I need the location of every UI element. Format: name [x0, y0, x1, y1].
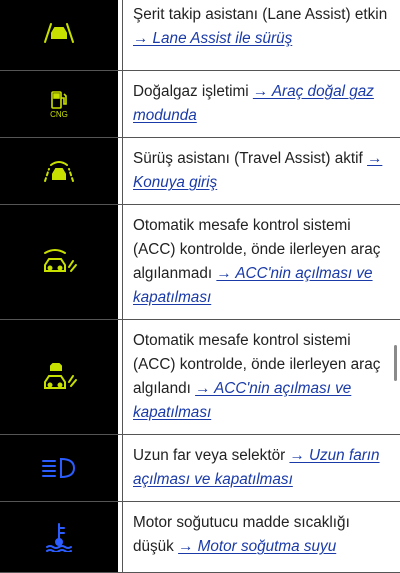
row-link[interactable]: → Lane Assist ile sürüş: [133, 30, 293, 47]
row-link[interactable]: → ACC'nin açılması ve kapatılması: [133, 265, 373, 306]
icon-cell: [0, 320, 122, 434]
table-row: [0, 0, 400, 71]
scrollbar-thumb[interactable]: [394, 345, 397, 381]
description-cell: [122, 71, 400, 137]
lane-assist-icon: [39, 20, 79, 44]
row-text: Doğalgaz işletimi: [133, 83, 249, 100]
coolant-temperature-icon: [44, 522, 74, 552]
row-link[interactable]: → Araç doğal gaz modunda: [133, 83, 374, 124]
table-row: [0, 138, 400, 205]
row-text: Motor soğutucu madde sıcaklığı düşük: [133, 514, 350, 555]
icon-cell: [0, 71, 122, 137]
description-cell: [122, 205, 400, 319]
row-link[interactable]: → Uzun farın açılması ve kapatılması: [133, 447, 380, 488]
row-text: Şerit takip asistanı (Lane Assist) etkin: [133, 6, 388, 23]
row-text: Otomatik mesafe kontrol sistemi (ACC) kontrolde, önde ilerleyen araç algılandı: [133, 332, 381, 397]
icon-cell: [0, 435, 122, 501]
table-row: [0, 71, 400, 138]
row-link[interactable]: → Konuya giriş: [133, 150, 383, 191]
table-row: [0, 320, 400, 435]
description-cell: [122, 435, 400, 501]
acc-vehicle-detected-icon: [39, 362, 79, 392]
description-cell: [122, 138, 400, 204]
row-text: Uzun far veya selektör: [133, 447, 286, 464]
row-text: Otomatik mesafe kontrol sistemi (ACC) kontrolde, önde ilerleyen araç algılanmadı: [133, 217, 381, 282]
high-beam-icon: [41, 457, 77, 479]
cng-icon-label: CNG: [50, 109, 68, 119]
icon-cell: [0, 205, 122, 319]
row-link[interactable]: → ACC'nin açılması ve kapatılması: [133, 380, 352, 421]
row-text: Sürüş asistanı (Travel Assist) aktif: [133, 150, 363, 167]
icon-cell: [0, 138, 122, 204]
description-cell: [122, 0, 400, 70]
table-row: [0, 435, 400, 502]
travel-assist-icon: [39, 159, 79, 183]
description-cell: [122, 320, 400, 434]
icon-cell: [0, 0, 122, 70]
table-row: [0, 502, 400, 573]
icon-cell: [0, 502, 122, 572]
acc-no-vehicle-icon: [39, 247, 79, 277]
description-cell: [122, 502, 400, 572]
row-link[interactable]: → Motor soğutma suyu: [178, 538, 337, 555]
cng-fuel-icon: [49, 90, 69, 110]
table-row: [0, 205, 400, 320]
